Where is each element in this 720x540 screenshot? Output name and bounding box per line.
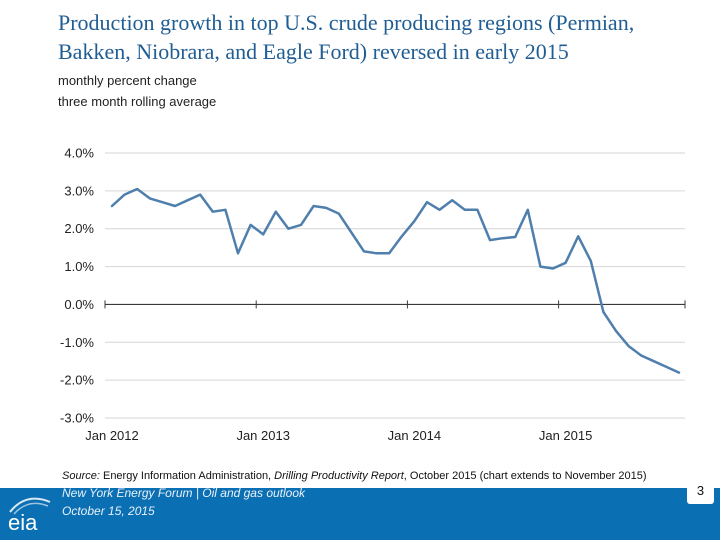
x-tick-label: Jan 2013 [236,428,290,443]
y-tick-label: -3.0% [60,410,94,426]
y-tick-label: 3.0% [64,183,94,199]
chart-subtitle-average: three month rolling average [58,94,217,109]
page-number-box [687,479,714,504]
slide-title: Production growth in top U.S. crude producing regions (Permian, Bakken, Niobrara, and Eagle Ford) reversed in early 2015 [58,10,635,64]
footer-date: October 15, 2015 [62,504,155,518]
source-text-2: , October 2015 (chart extends to November 2015) [403,470,647,482]
source-report-name: Drilling Productivity Report [274,470,404,482]
x-tick-label: Jan 2015 [538,428,593,443]
series-line [112,189,679,373]
footer-event: New York Energy Forum | Oil and gas outlook [62,486,306,500]
source-label: Source: [62,470,100,482]
y-tick-label: 2.0% [64,221,94,237]
chart-subtitle-units: monthly percent change [58,73,197,88]
page-number: 3 [696,483,705,498]
x-tick-label: Jan 2014 [387,428,442,443]
y-tick-label: -2.0% [60,372,94,388]
source-text-1: Energy Information Administration, [99,470,275,482]
eia-logo [4,490,54,538]
source-note [62,470,647,482]
y-tick-label: 0.0% [64,296,94,312]
y-tick-label: -1.0% [60,334,94,350]
y-tick-label: 1.0% [64,259,94,275]
logo-wordmark: eia [8,510,38,535]
x-tick-label: Jan 2012 [85,428,139,443]
y-tick-label: 4.0% [64,145,94,161]
footer-bar [0,488,720,540]
